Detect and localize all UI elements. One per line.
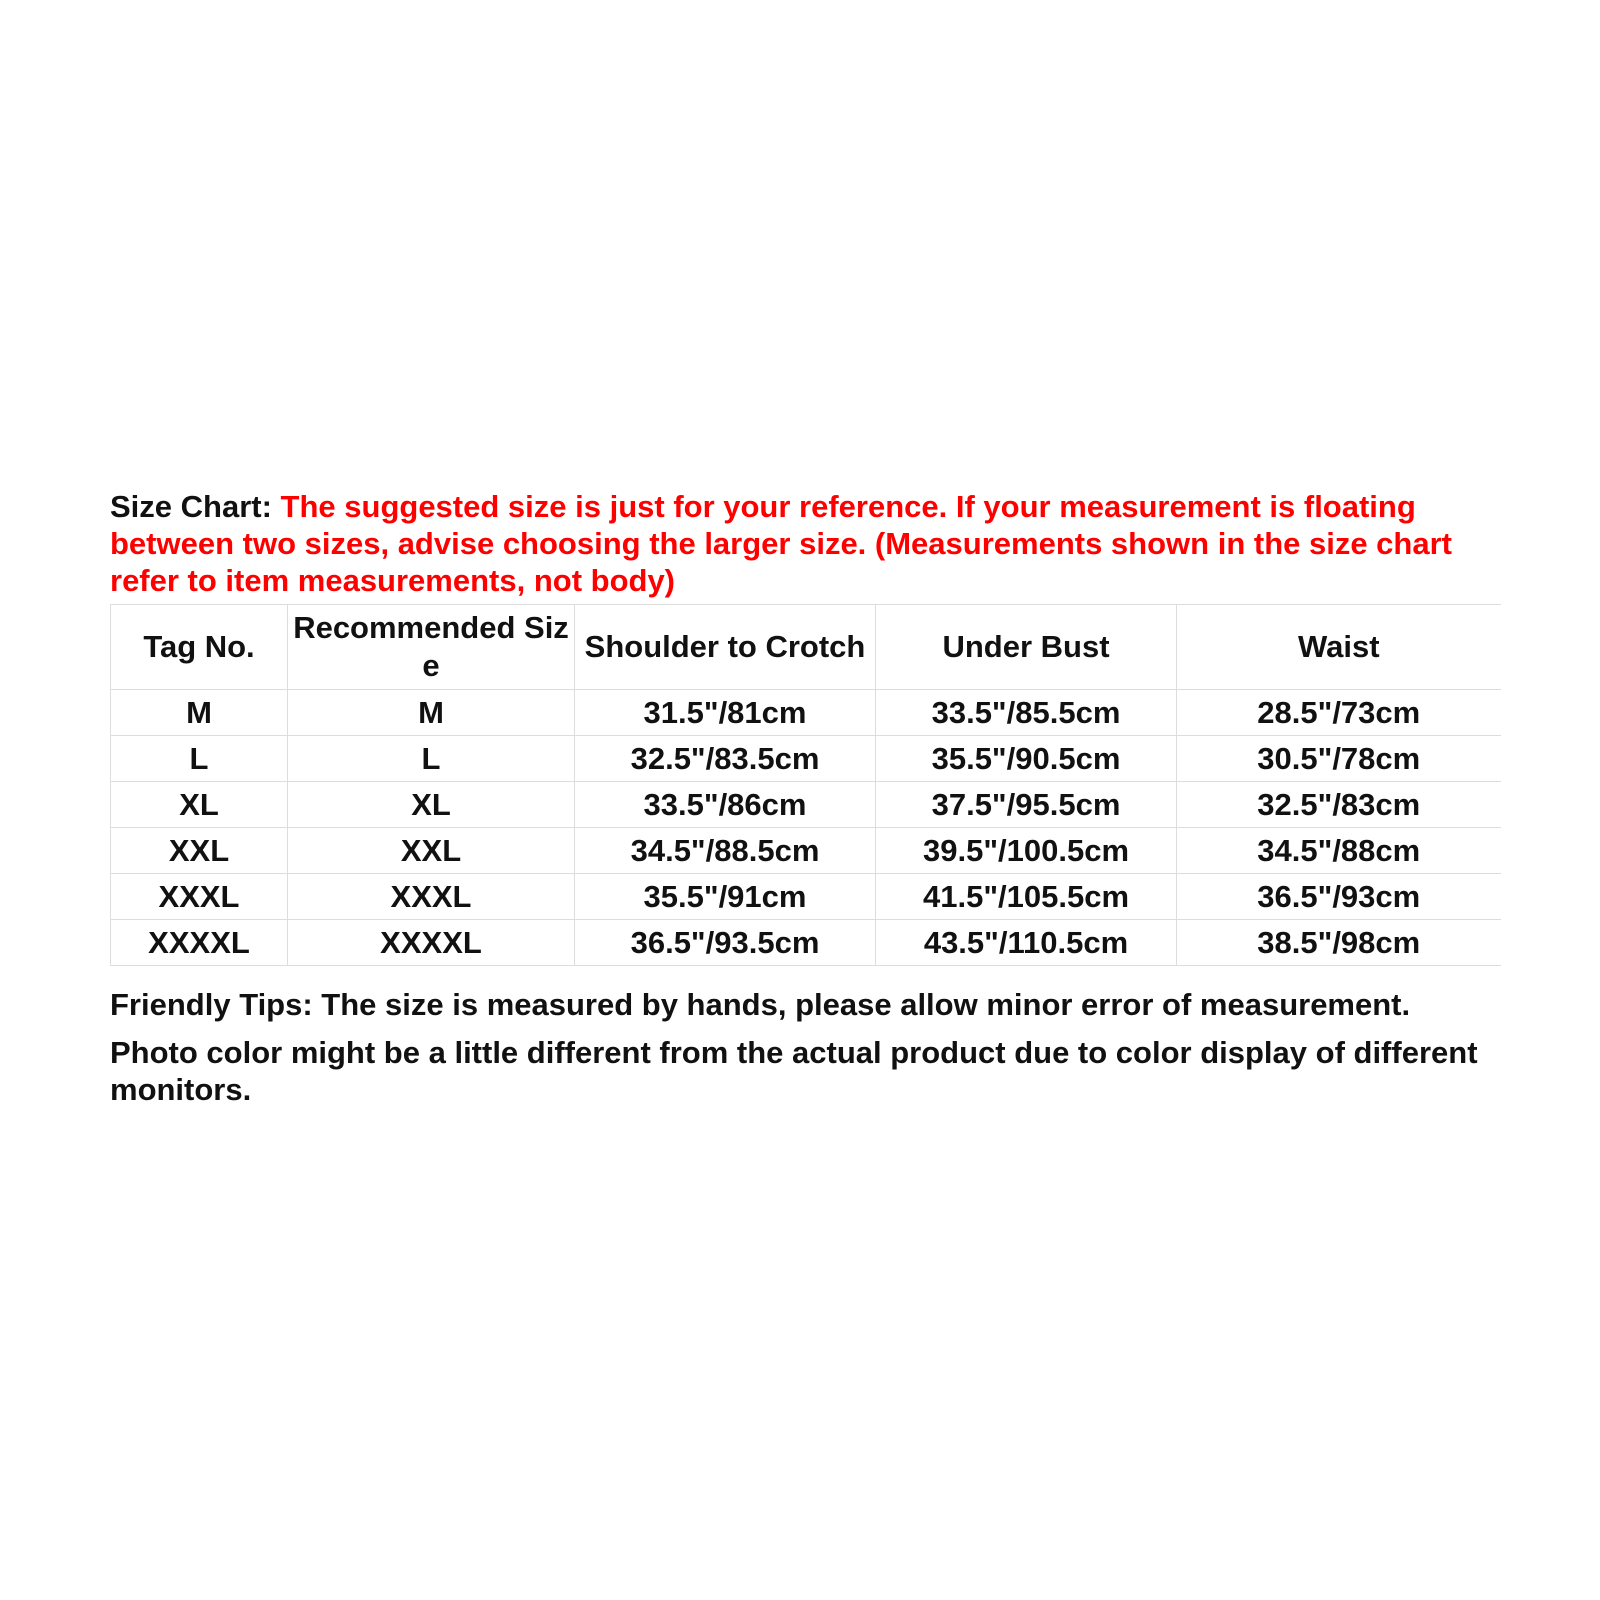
header-recommended-size: Recommended Size [288,605,575,690]
tip-measurement: Friendly Tips: The size is measured by hands, please allow minor error of measurement. [110,987,1411,1022]
cell-under-bust: 39.5"/100.5cm [876,828,1177,874]
size-chart-intro [110,488,1500,599]
table-row [111,736,1501,782]
cell-under-bust: 35.5"/90.5cm [876,736,1177,782]
size-table [110,604,1501,966]
friendly-tips [110,986,1500,1108]
cell-recommended-size: XXXXL [288,920,575,966]
table-row [111,690,1501,736]
table-header-row [111,605,1501,690]
cell-tag-no: XL [111,782,288,828]
cell-waist: 34.5"/88cm [1177,828,1501,874]
table-row [111,920,1501,966]
cell-shoulder-to-crotch: 34.5"/88.5cm [575,828,876,874]
cell-under-bust: 43.5"/110.5cm [876,920,1177,966]
cell-shoulder-to-crotch: 32.5"/83.5cm [575,736,876,782]
cell-recommended-size: XL [288,782,575,828]
header-shoulder-to-crotch: Shoulder to Crotch [575,605,876,690]
size-chart-note: The suggested size is just for your reference. If your measurement is floating between two sizes, advise choosing the larger size. (Measurements shown in the size chart refer to item measurements, not body) [110,489,1452,598]
cell-tag-no: L [111,736,288,782]
cell-shoulder-to-crotch: 35.5"/91cm [575,874,876,920]
cell-waist: 30.5"/78cm [1177,736,1501,782]
cell-recommended-size: L [288,736,575,782]
cell-waist: 32.5"/83cm [1177,782,1501,828]
table-row [111,782,1501,828]
cell-recommended-size: XXXL [288,874,575,920]
cell-shoulder-to-crotch: 36.5"/93.5cm [575,920,876,966]
size-chart-label: Size Chart: [110,489,272,524]
cell-tag-no: XXL [111,828,288,874]
cell-under-bust: 41.5"/105.5cm [876,874,1177,920]
cell-under-bust: 37.5"/95.5cm [876,782,1177,828]
cell-shoulder-to-crotch: 33.5"/86cm [575,782,876,828]
cell-tag-no: XXXXL [111,920,288,966]
cell-waist: 28.5"/73cm [1177,690,1501,736]
cell-shoulder-to-crotch: 31.5"/81cm [575,690,876,736]
cell-recommended-size: XXL [288,828,575,874]
tip-photo-color: Photo color might be a little different from the actual product due to color display of different monitors. [110,1035,1478,1107]
header-tag-no: Tag No. [111,605,288,690]
table-row [111,828,1501,874]
cell-waist: 38.5"/98cm [1177,920,1501,966]
cell-recommended-size: M [288,690,575,736]
size-chart-document [110,488,1500,1108]
cell-tag-no: XXXL [111,874,288,920]
cell-waist: 36.5"/93cm [1177,874,1501,920]
cell-under-bust: 33.5"/85.5cm [876,690,1177,736]
table-row [111,874,1501,920]
header-under-bust: Under Bust [876,605,1177,690]
header-waist: Waist [1177,605,1501,690]
cell-tag-no: M [111,690,288,736]
